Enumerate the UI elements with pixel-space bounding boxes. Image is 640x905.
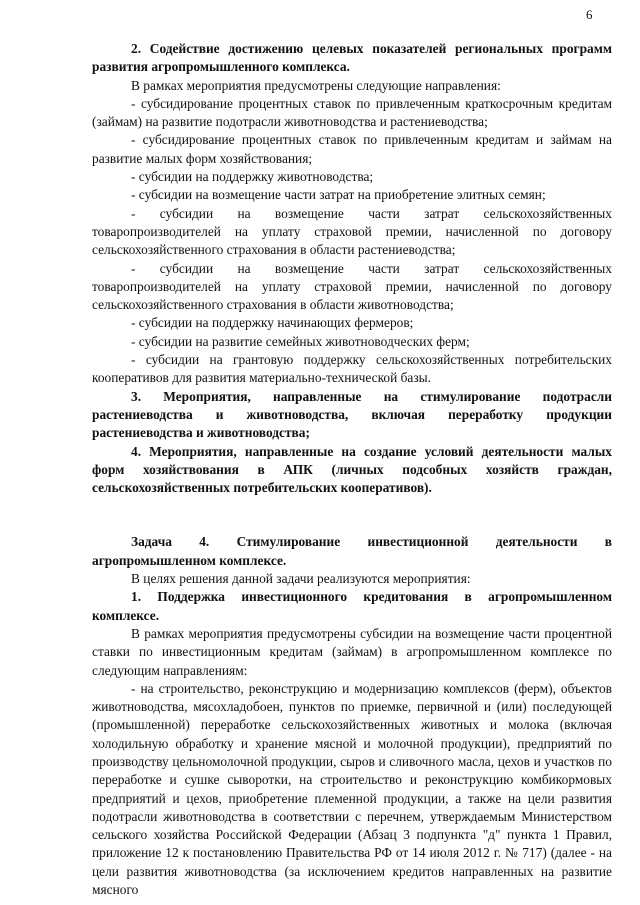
list-item: - субсидии на грантовую поддержку сельскохозяйственных потребительских кооперативов для развития материально-технической базы. [92,352,612,386]
heading-task-4: Задача 4. Стимулирование инвестиционной деятельности в агропромышленном комплексе. [92,534,612,568]
heading-measure-3: 3. Мероприятия, направленные на стимулирование подотрасли растениеводства и животноводства, включая переработку продукции растениеводства и животноводства; [92,388,612,441]
paragraph-task-intro: В целях решения данной задачи реализуются мероприятия: [131,571,471,587]
document-body [92,40,612,899]
list-item: - субсидии на поддержку начинающих фермеров; [131,315,414,331]
list-item: - субсидирование процентных ставок по привлеченным краткосрочным кредитам (займам) на развитие подотрасли животноводства и растениеводства; [92,95,612,130]
list-item: - на строительство, реконструкцию и модернизацию комплексов (ферм), объектов животноводства, мясохладобоен, пунктов по приемке, первичной и (или) последующей (промышленной) переработке сельскохозяйственных животных и молока (включая холодильную обработку и хранение мясной и молочной продукции), предприятий по производству цельномолочной продукции, сыров и сливочного масла, цехов и участков по переработке и сушке сыворотки, на строительство и реконструкцию комбикормовых предприятий и цехов, приобретение племенной продукции, а также на цели развития подотрасли животноводства в соответствии с перечнем, утверждаемым Министерством сельского хозяйства Российской Федерации (Абзац 3 подпункта "д" пункта 1 Правил, приложение 12 к постановлению Правительства РФ от 14 июля 2012 г. № 717) (далее - на цели развития животноводства (за исключением кредитов направленных на развитие мясного [92,680,612,898]
list-item: - субсидии на возмещение части затрат сельскохозяйственных товаропроизводителей на уплату страховой премии, начисленной по договору сельскохозяйственного страхования в области животноводства; [92,260,612,313]
paragraph-subsidies: В рамках мероприятия предусмотрены субсидии на возмещение части процентной ставки по инвестиционным кредитам (займам) в агропромышленном комплексе по следующим направлениям: [92,625,612,678]
section-gap [92,497,612,533]
page-number: 6 [586,7,593,22]
list-item: - субсидии на возмещение части затрат на приобретение элитных семян; [131,187,546,203]
list-item: - субсидии на развитие семейных животноводческих ферм; [131,333,470,349]
list-item: - субсидии на возмещение части затрат сельскохозяйственных товаропроизводителей на уплату страховой премии, начисленной по договору сельскохозяйственного страхования в области растениеводства; [92,205,612,258]
paragraph-intro: В рамках мероприятия предусмотрены следующие направления: [131,77,501,93]
list-item: - субсидирование процентных ставок по привлеченным кредитам и займам на развитие малых форм хозяйствования; [92,132,612,166]
heading-measure-4: 4. Мероприятия, направленные на создание условий деятельности малых форм хозяйствования в АПК (личных подсобных хозяйств граждан, сельскохозяйственных потребительских кооперативов). [92,443,612,496]
list-item: - субсидии на поддержку животноводства; [131,169,374,185]
heading-investment-support: 1. Поддержка инвестиционного кредитования в агропромышленном комплексе. [92,589,612,623]
heading-measure-2: 2. Содействие достижению целевых показателей региональных программ развития агропромышленного комплекса. [92,41,612,75]
